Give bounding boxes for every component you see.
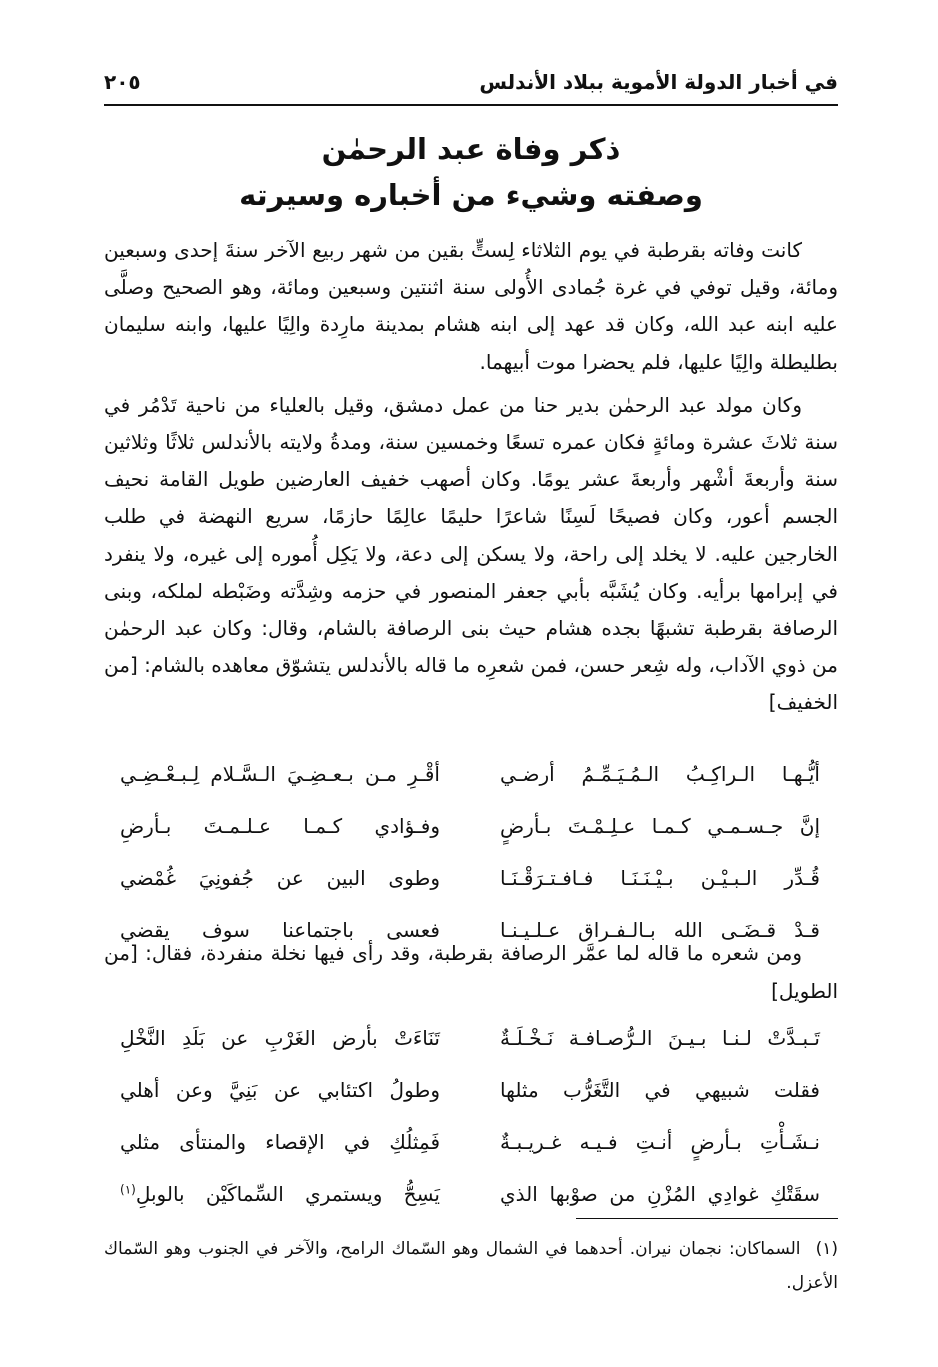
chapter-title-line-1: ذكر وفاة عبد الرحمٰن	[321, 132, 621, 166]
verse-second-hemistich: فَمِثلُكِ في الإقصاء والمنتأى مثلي	[120, 1130, 440, 1154]
verse-line	[120, 1116, 820, 1168]
header-rule	[104, 104, 838, 106]
poem-khafif	[120, 748, 820, 956]
verse-second-hemistich: وطوى البين عن جُفونِيَ غُمْضي	[120, 866, 440, 890]
verse-first-hemistich: فقلت شبيهي في التَّغَرُّب مثلها	[500, 1078, 820, 1102]
paragraph-3: ومن شعره ما قاله لما عمَّر الرصافة بقرطبة، وقد رأى فيها نخلة منفردة، فقال: [من الطويل]	[104, 941, 838, 1003]
running-head	[104, 62, 838, 102]
verse-line	[120, 852, 820, 904]
verse-line	[120, 1168, 820, 1220]
footnote-rule	[576, 1218, 838, 1219]
footnote-text: السماكان: نجمان نيران. أحدهما في الشمال وهو السّماك الرامح، والآخر في الجنوب وهو السّماك الأعزل.	[104, 1239, 838, 1293]
verse-first-hemistich: إنَّ جـسـمـي كـمـا عـلِـمْـتَ بـأرضٍ	[500, 814, 820, 838]
verse-first-hemistich: قـدْ قـضَـى الله بـالـفـراق عـلـيـنـا	[500, 918, 820, 942]
verse-second-hemistich: فعسى باجتماعنا سوف يقضي	[120, 918, 440, 942]
chapter-title	[104, 126, 838, 218]
verse-line	[120, 1064, 820, 1116]
body-text	[104, 232, 838, 722]
paragraph-1: كانت وفاته بقرطبة في يوم الثلاثاء لِستٍّ بقين من شهر ربيع الآخر سنةَ إحدى وسبعين ومائة، وقيل توفي في غرة جُمادى الأُولى سنة اثنتين وسبعين ومائة، وهو الصحيح وصلَّى عليه ابنه عبد الله، وكان قد عهد إلى ابنه هشام بمدينة مارِدة والِيًا عليها، وابنه سليمان بطليطلة والِيًا عليها، فلم يحضرا موت أبيهما.	[104, 238, 838, 374]
page-number: ٢٠٥	[104, 70, 141, 94]
verse-first-hemistich: سقَتْكِ غوادِي المُزْنِ من صوْبها الذي	[500, 1182, 820, 1206]
paragraph-2: وكان مولد عبد الرحمٰن بدير حنا من عمل دمشق، وقيل بالعلياء من ناحية تَدْمُر في سنة ثلاثَ عشرة ومائةٍ فكان عمره تسعًا وخمسين سنة، ومدةُ ولايته بالأندلس ثلاثًا وثلاثين سنة وأربعةَ أشْهر وأربعةَ عشر يومًا. وكان أصهب خفيف العارضين طويل القامة نحيف الجسم أعور، وكان فصيحًا لَسِنًا شاعرًا حليمًا عالِمًا حازمًا، سريع النهضة في طلب الخارجين عليه. لا يخلد إلى راحة، ولا يسكن إلى دعة، ولا يَكِل أُموره إلى غيره، ولا ينفرد في إبرامها برأيه. وكان يُشَبَّه بأبي جعفر المنصور في حزمه وشِدَّته وضَبْطه لملكه، وبنى الرصافة بقرطبة تشبهًا بجده هشام حيث بنى الرصافة بالشام، وقال: وكان عبد الرحمٰن من ذوي الآداب، وله شِعر حسن، فمن شعرِه ما قاله بالأندلس يتشوّق معاهده بالشام: [من الخفيف]	[104, 392, 838, 715]
verse-line	[120, 800, 820, 852]
verse-text: يَسِحُّ ويستمري السِّماكَيْن بالوبلِ	[135, 1182, 440, 1206]
chapter-title-line-2: وصفته وشيء من أخباره وسيرته	[239, 178, 703, 212]
verse-first-hemistich: تَـبـدَّتْ لـنـا بـيـنَ الـرُّصـافـة نَـخْـلَـةٌ	[500, 1026, 820, 1050]
verse-second-hemistich: أقْـرِ مـن بـعـضِـيَ الـسَّـلام لِـبـعْـضِـي	[120, 762, 440, 786]
verse-first-hemistich: قُـدِّر الـبـيْـن بـيْـنَـنَـا فـافـتـرَقْـنَـا	[500, 866, 820, 890]
verse-first-hemistich: نـشَـأْتِ بـأرضٍ أنـتِ فـيـه غـريـبـةٌ	[500, 1130, 820, 1154]
verse-second-hemistich	[120, 1182, 440, 1206]
verse-first-hemistich: أيُّـهـا الـراكِـبُ الـمُـيَـمِّـمُ أرضـي	[500, 762, 820, 786]
verse-second-hemistich: وطولُ اكتئابي عن بَنِيَّ وعن أهلي	[120, 1078, 440, 1102]
poem-tawil	[120, 1012, 820, 1220]
footnote-reference[interactable]: (١)	[120, 1182, 136, 1197]
verse-line	[120, 748, 820, 800]
footnote	[104, 1232, 838, 1300]
verse-line	[120, 1012, 820, 1064]
running-title: في أخبار الدولة الأموية ببلاد الأندلس	[479, 70, 838, 94]
body-text-continued	[104, 934, 838, 1010]
footnote-marker: (١)	[815, 1239, 838, 1259]
verse-second-hemistich: تَنَاءَتْ بأرض الغَرْبِ عن بَلَدِ النَّخْلِ	[120, 1026, 440, 1050]
verse-second-hemistich: وفـؤادي كـمـا عـلـمـتَ بـأرضِ	[120, 814, 440, 838]
